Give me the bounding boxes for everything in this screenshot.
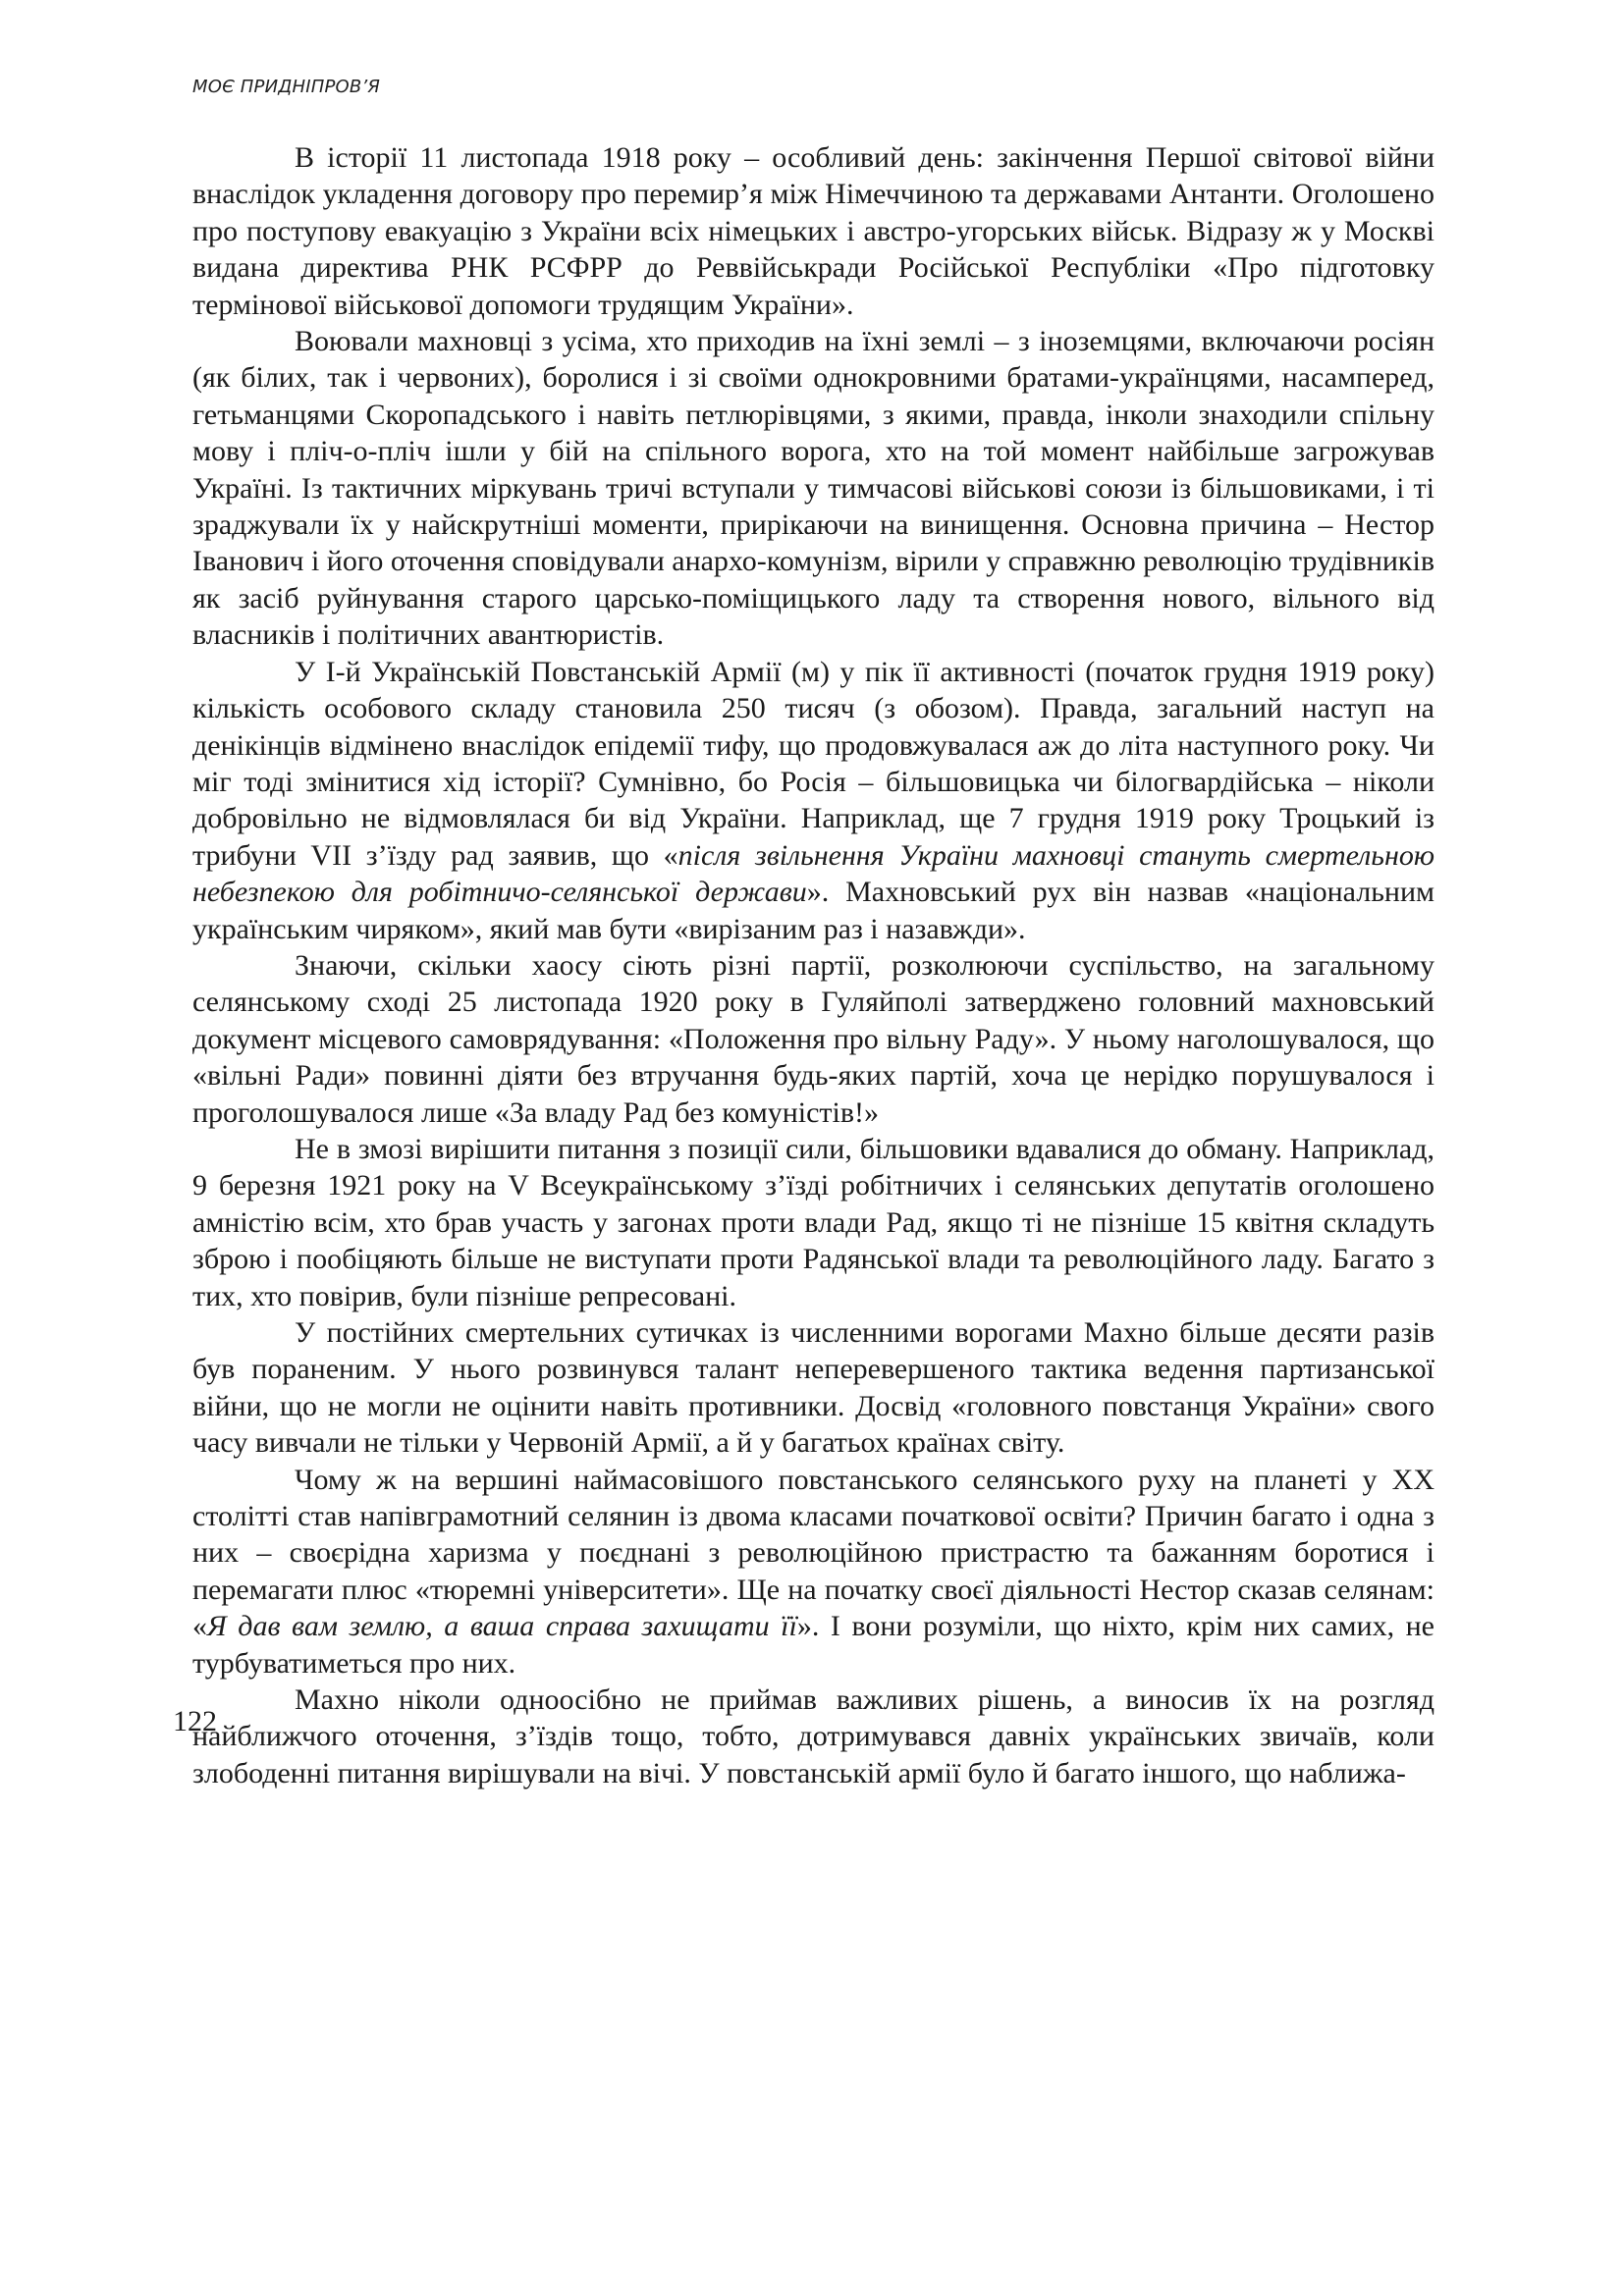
paragraph-text: ». І вони розуміли, що ніхто, крім них самих, не турбуватиметься про них. (192, 1610, 1435, 1680)
paragraph (192, 139, 1435, 323)
paragraph-text: Не в змозі вирішити питання з позиції сили, більшовики вдавалися до обману. Наприклад, 9 березня 1921 року на V Всеукраїнському з’їзді робітничих і селянських депутатів оголошено амністію всім, хто брав участь у загонах проти влади Рад, якщо ті не пізніше 15 квітня складуть зброю і пообіцяють більше не виступати проти Радянської влади та революційного ладу. Багато з тих, хто повірив, були пізніше репресовані. (192, 1132, 1435, 1312)
trotsky-quote: після звільнення України махновці стануть смертельною небезпекою для робітничо-селянської держави (192, 838, 1435, 909)
makhno-quote: Я дав вам землю, а ваша справа захищати її (207, 1610, 797, 1643)
paragraph (192, 1462, 1435, 1682)
article-body (192, 139, 1435, 1791)
paragraph (192, 654, 1435, 947)
paragraph (192, 1682, 1435, 1791)
paragraph-text: У І-й Українській Повстанській Армії (м) у пік її активності (початок грудня 1919 року) кількість особового складу становила 250 тисяч (з обозом). Правда, загальний наступ на денікінців відмінено внаслідок епідемії тифу, що продовжувалася аж до літа наступного року. Чи міг тоді змінитися хід історії? Сумнівно, бо Росія – більшовицька чи білогвардійська – ніколи добровільно не відмовлялася би від України. Наприклад, ще 7 грудня 1919 року Троцький із трибуни VII з’їзду рад заявив, що « (192, 655, 1435, 872)
paragraph (192, 947, 1435, 1131)
page-number: 122 (173, 1705, 217, 1737)
paragraph-text: Воювали махновці з усіма, хто приходив на їхні землі – з іноземцями, включаючи росіян (як білих, так і червоних), боролися і зі своїми однокровними братами-українцями, насамперед, гетьманцями Скоропадського і навіть петлюрівцями, з якими, правда, інколи знаходили спільну мову і пліч-о-пліч ішли у бій на спільного ворога, хто на той момент найбільше загрожував Україні. Із тактичних міркувань тричі вступали у тимчасові військові союзи із більшовиками, і ті зраджували їх у найскрутніші моменти, прирікаючи на винищення. Основна причина – Нестор Іванович і його оточення сповідували анархо-комунізм, вірили у справжню революцію трудівників як засіб руйнування старого царсько-поміщицького ладу та створення нового, вільного від власників і політичних авантюристів. (192, 325, 1435, 652)
paragraph-text: Знаючи, скільки хаосу сіють різні партії, розколюючи суспільство, на загальному селянському сході 25 листопада 1920 року в Гуляйполі затверджено головний махновський документ місцевого самоврядування: «Положення про вільну Раду». У ньому наголошувалося, що «вільні Ради» повинні діяти без втручання будь-яких партій, хоча це нерідко порушувалося і проголошувалося лише «За владу Рад без комуністів!» (192, 948, 1435, 1129)
paragraph-text: Махно ніколи одноосібно не приймав важливих рішень, а виносив їх на розгляд найближчого оточення, з’їздів тощо, тобто, дотримувався давніх українських звичаїв, коли злободенні питання вирішували на вічі. У повстанській армії було й багато іншого, що наближа- (192, 1683, 1435, 1789)
paragraph (192, 1131, 1435, 1314)
running-header: МОЄ ПРИДНІПРОВ’Я (192, 77, 381, 97)
paragraph (192, 323, 1435, 654)
paragraph (192, 1314, 1435, 1462)
paragraph-text: У постійних смертельних сутичках із численними ворогами Махно більше десяти разів був пораненим. У нього розвинувся талант неперевершеного тактика ведення партизанської війни, що не могли не оцінити навіть противники. Досвід «головного повстанця України» свого часу вивчали не тільки у Червоній Армії, а й у багатьох країнах світу. (192, 1316, 1435, 1460)
paragraph-text: ». Махновський рух він назвав «національним українським чиряком», який мав бути «вирізаним раз і назавжди». (192, 876, 1435, 945)
paragraph-text: В історії 11 листопада 1918 року – особливий день: закінчення Першої світової війни внаслідок укладення договору про перемир’я між Німеччиною та державами Антанти. Оголошено про поступову евакуацію з України всіх німецьких і австро-угорських військ. Відразу ж у Москві видана директива РНК РСФРР до Реввійськради Російської Республіки «Про підготовку термінової військової допомоги трудящим України». (192, 141, 1435, 321)
paragraph-text: Чому ж на вершині наймасовішого повстанського селянського руху на планеті у XX столітті став напівграмотний селянин із двома класами початкової освіти? Причин багато і одна з них – своєрідна харизма у поєднані з революційною пристрастю та бажанням боротися і перемагати плюс «тюремні університети». Ще на початку своєї діяльності Нестор сказав селянам: « (192, 1463, 1435, 1643)
